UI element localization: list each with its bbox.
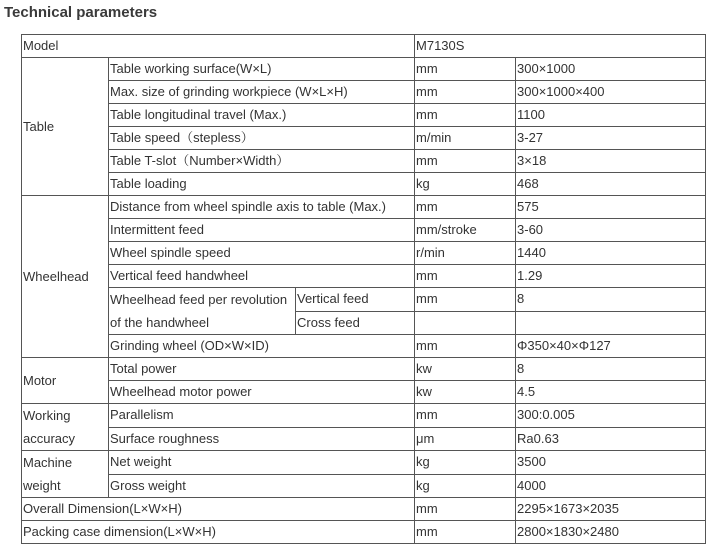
value-cell: 3-27 <box>516 127 706 150</box>
value-cell: 1100 <box>516 104 706 127</box>
table-row <box>22 150 706 173</box>
value-cell: 300×1000 <box>516 58 706 81</box>
table-row <box>22 219 706 242</box>
unit-cell: mm <box>415 335 516 358</box>
value-cell: 468 <box>516 173 706 196</box>
param-label: Grinding wheel (OD×W×ID) <box>109 335 415 358</box>
param-label: Wheelhead motor power <box>109 381 415 404</box>
value-cell: 3500 <box>516 451 706 475</box>
param-label: Net weight <box>109 451 415 475</box>
param-label: Packing case dimension(L×W×H) <box>22 521 415 544</box>
table-row <box>22 104 706 127</box>
unit-cell <box>415 311 516 335</box>
table-row <box>22 81 706 104</box>
table-row <box>22 196 706 219</box>
value-cell: 300:0.005 <box>516 404 706 428</box>
table-row <box>22 58 706 81</box>
value-cell: 575 <box>516 196 706 219</box>
group-machine-weight-label: Machine weight <box>22 451 109 498</box>
table-row <box>22 498 706 521</box>
table-row <box>22 381 706 404</box>
table-row <box>22 127 706 150</box>
unit-cell: kg <box>415 173 516 196</box>
param-label: Parallelism <box>109 404 415 428</box>
value-cell: 1440 <box>516 242 706 265</box>
unit-cell: kw <box>415 358 516 381</box>
param-label: Table working surface(W×L) <box>109 58 415 81</box>
param-label: Wheelhead feed per revolution of the handwheel <box>109 288 296 335</box>
sub-param-label: Cross feed <box>296 311 415 335</box>
value-cell: 8 <box>516 288 706 312</box>
unit-cell: mm <box>415 521 516 544</box>
unit-cell: kw <box>415 381 516 404</box>
value-cell: 2295×1673×2035 <box>516 498 706 521</box>
unit-cell: mm <box>415 498 516 521</box>
param-label: Table speed（stepless） <box>109 127 415 150</box>
technical-parameters-table <box>21 34 706 544</box>
table-row <box>22 404 706 428</box>
param-label: Surface roughness <box>109 427 415 451</box>
table-row <box>22 35 706 58</box>
param-label: Wheel spindle speed <box>109 242 415 265</box>
param-label: Max. size of grinding workpiece (W×L×H) <box>109 81 415 104</box>
unit-cell: mm <box>415 104 516 127</box>
value-cell: 1.29 <box>516 265 706 288</box>
param-label: Vertical feed handwheel <box>109 265 415 288</box>
param-label: Table T-slot（Number×Width） <box>109 150 415 173</box>
table-row <box>22 474 706 498</box>
unit-cell: mm <box>415 265 516 288</box>
unit-cell: mm <box>415 404 516 428</box>
value-cell: 8 <box>516 358 706 381</box>
value-cell <box>516 311 706 335</box>
table-row <box>22 521 706 544</box>
value-cell: 2800×1830×2480 <box>516 521 706 544</box>
page-title: Technical parameters <box>4 4 158 21</box>
table-row <box>22 358 706 381</box>
group-working-accuracy-label: Working accuracy <box>22 404 109 451</box>
param-label: Table loading <box>109 173 415 196</box>
table-row <box>22 427 706 451</box>
value-cell: 4000 <box>516 474 706 498</box>
value-cell: 300×1000×400 <box>516 81 706 104</box>
unit-cell: mm <box>415 58 516 81</box>
unit-cell: mm/stroke <box>415 219 516 242</box>
unit-cell: mm <box>415 288 516 312</box>
group-table-label: Table <box>22 58 109 196</box>
value-cell: Ra0.63 <box>516 427 706 451</box>
table-row <box>22 173 706 196</box>
value-cell: Φ350×40×Φ127 <box>516 335 706 358</box>
unit-cell: kg <box>415 474 516 498</box>
unit-cell: mm <box>415 150 516 173</box>
sub-param-label: Vertical feed <box>296 288 415 312</box>
param-label: Gross weight <box>109 474 415 498</box>
value-cell: 4.5 <box>516 381 706 404</box>
param-label: Overall Dimension(L×W×H) <box>22 498 415 521</box>
model-label: Model <box>22 35 415 58</box>
table-row <box>22 265 706 288</box>
unit-cell: mm <box>415 81 516 104</box>
table-row <box>22 242 706 265</box>
param-label: Intermittent feed <box>109 219 415 242</box>
unit-cell: m/min <box>415 127 516 150</box>
param-label: Table longitudinal travel (Max.) <box>109 104 415 127</box>
model-value: M7130S <box>415 35 706 58</box>
unit-cell: r/min <box>415 242 516 265</box>
group-wheelhead-label: Wheelhead <box>22 196 109 358</box>
table-row <box>22 451 706 475</box>
value-cell: 3-60 <box>516 219 706 242</box>
unit-cell: mm <box>415 196 516 219</box>
value-cell: 3×18 <box>516 150 706 173</box>
unit-cell: μm <box>415 427 516 451</box>
table-row <box>22 335 706 358</box>
table-row <box>22 288 706 312</box>
param-label: Distance from wheel spindle axis to table (Max.) <box>109 196 415 219</box>
unit-cell: kg <box>415 451 516 475</box>
group-motor-label: Motor <box>22 358 109 404</box>
param-label: Total power <box>109 358 415 381</box>
